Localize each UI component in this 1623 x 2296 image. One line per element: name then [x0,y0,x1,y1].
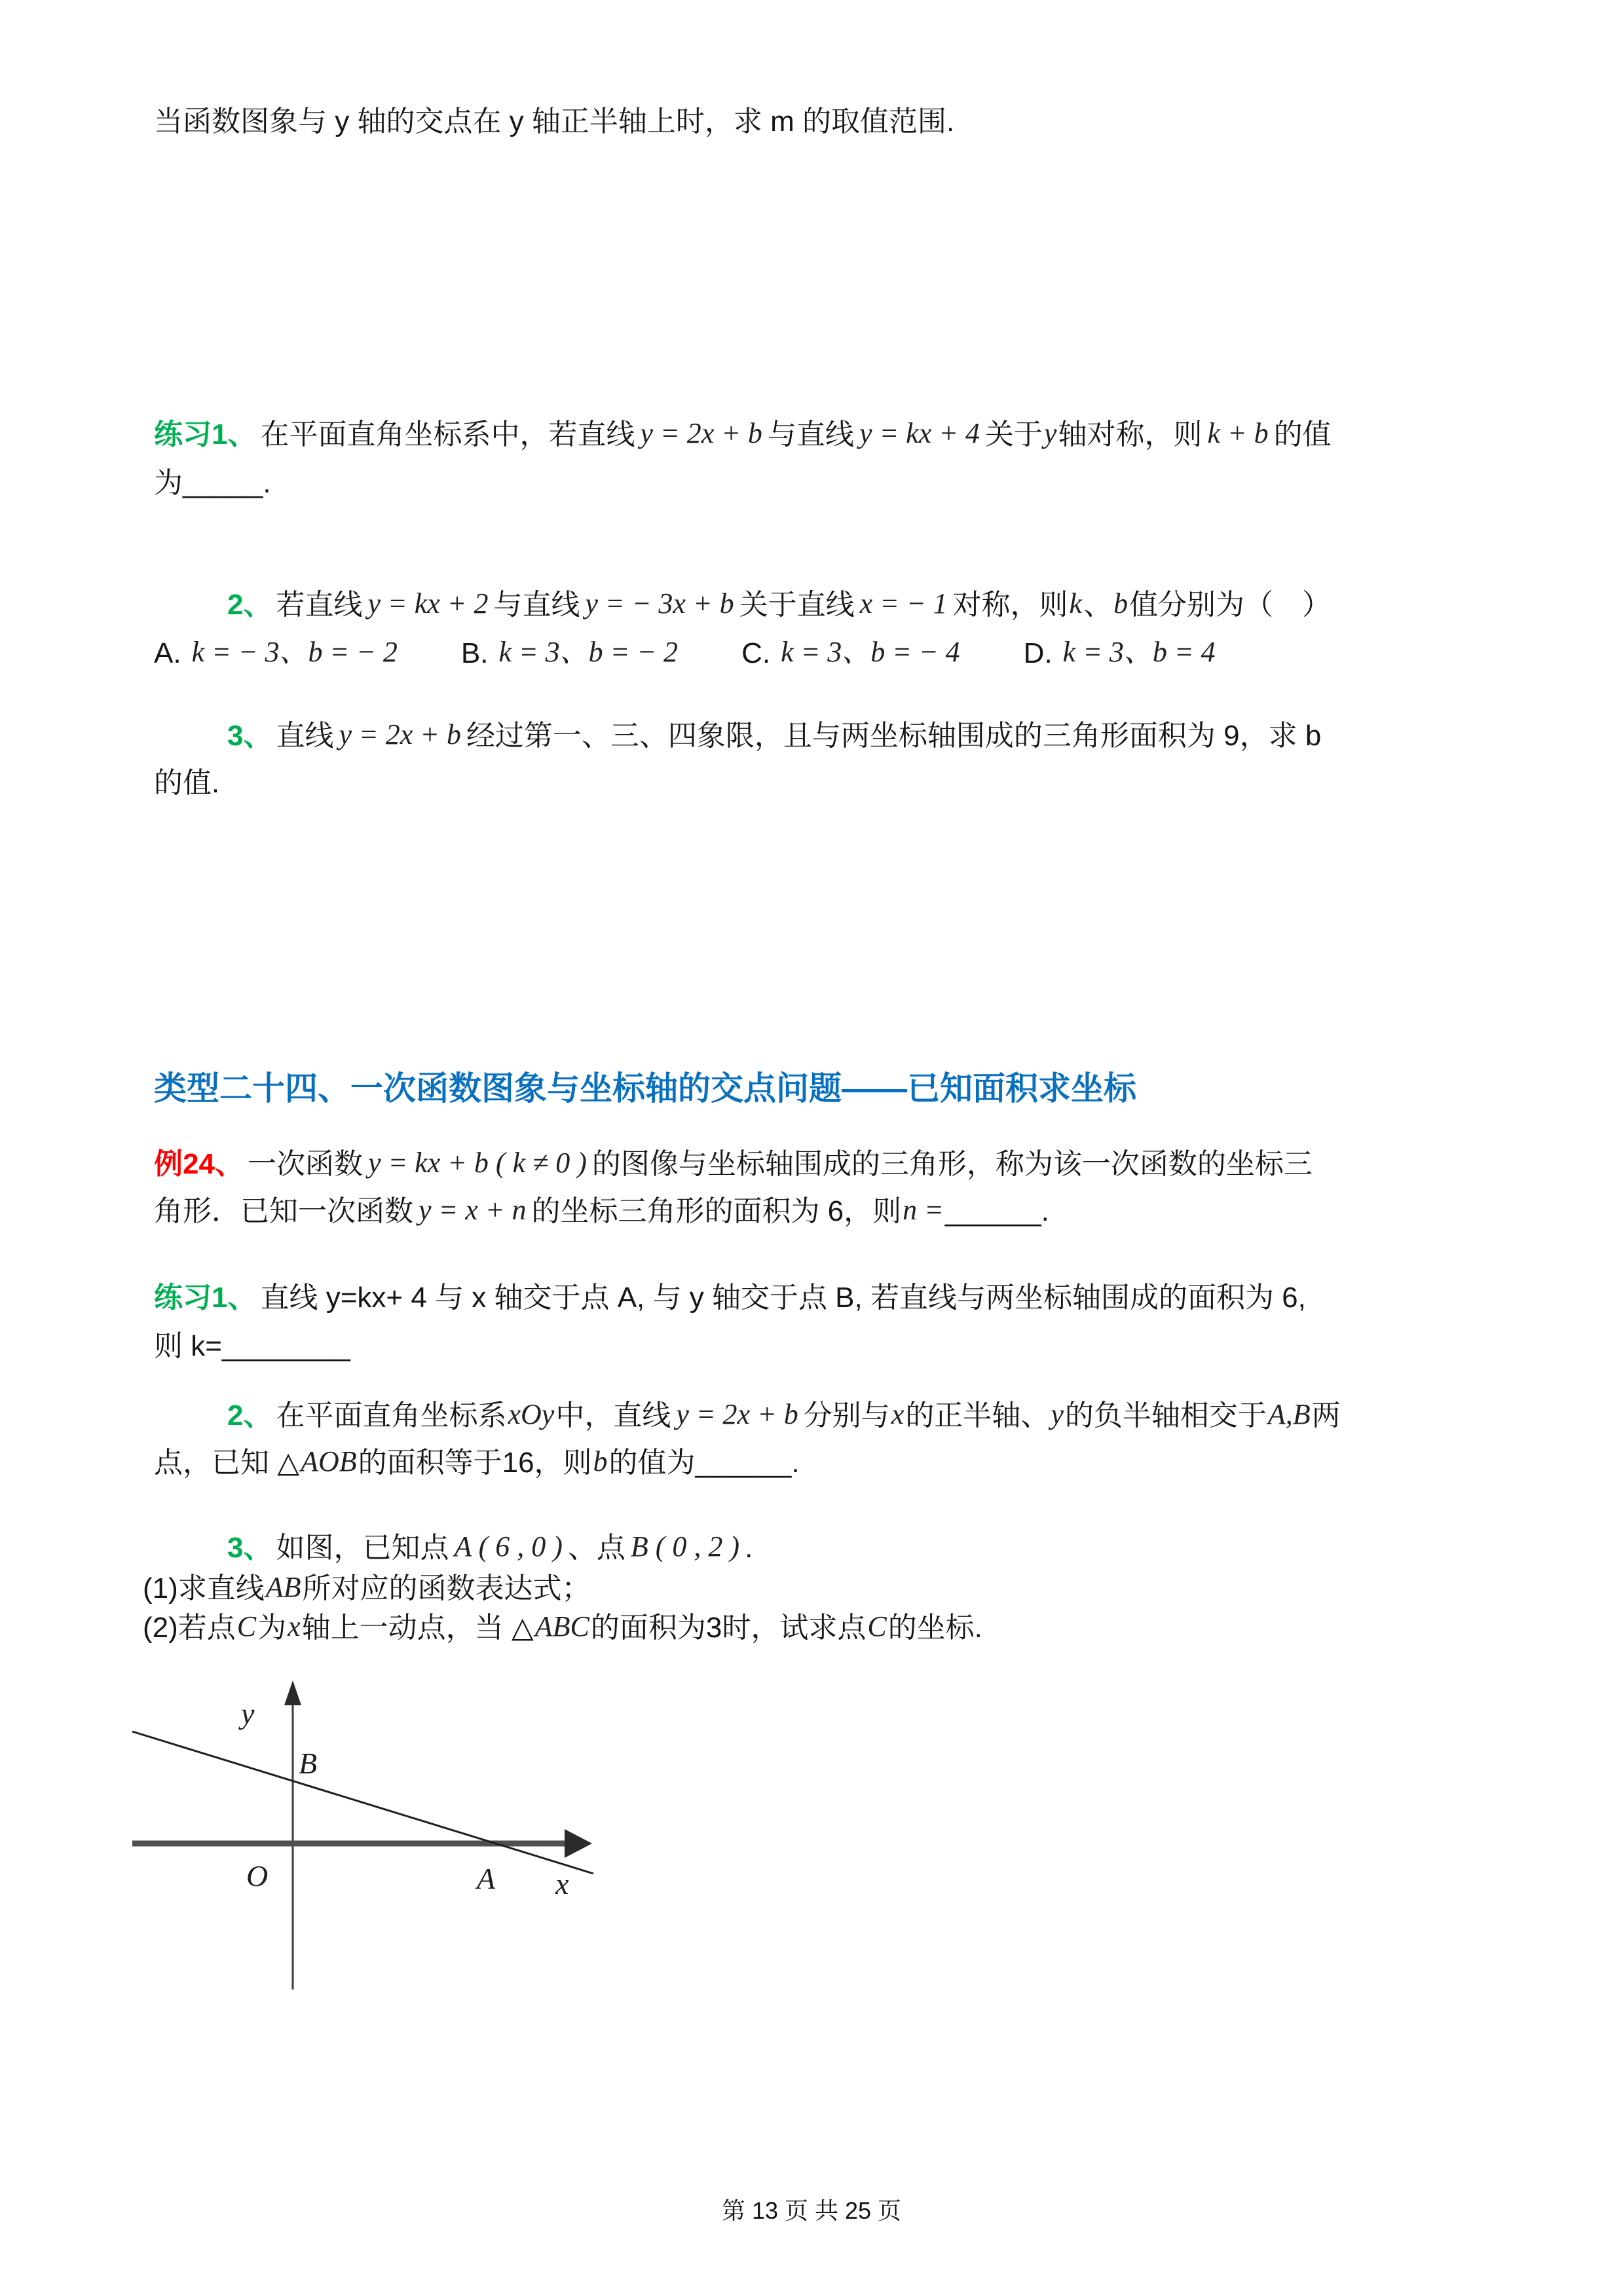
text-run: . [745,1532,753,1564]
text-run: 轴对称，则 [1058,418,1203,451]
text-run: 一次函数 [247,1148,363,1180]
prev-q3-line1 [227,719,1321,754]
q3-sub2 [143,1611,982,1646]
coordinate-figure [131,1676,668,2011]
option-b-label: B. [460,637,489,669]
prev-practice1-line1 [154,418,1332,453]
math-run: AB [265,1571,301,1603]
label-origin: O [246,1859,269,1893]
text-run: 两 [1311,1399,1341,1432]
option-c [741,637,961,671]
intro-text: 当函数图象与 y 轴的交点在 y 轴正半轴上时，求 m 的取值范围. [154,105,955,138]
label-point-a: A [477,1862,496,1895]
math-run: y = kx + b ( k ≠ 0 ) [367,1147,587,1179]
text-run: 的坐标. [887,1612,982,1644]
text-run: 的值 [1273,418,1332,451]
text-run: 的值. [154,767,220,799]
math-run: B ( 0 , 2 ) [630,1530,740,1563]
label-point-b: B [299,1747,318,1780]
math-run: y = 2x + b [676,1398,798,1430]
prev-q2-options [154,637,1217,671]
text-run: 关于 [984,418,1043,451]
line-ab [132,1731,593,1874]
option-b-formula: k = 3、b = − 2 [498,636,679,668]
q3-line1 [227,1531,753,1566]
option-a-formula: k = − 3、b = − 2 [191,636,398,668]
math-run: y = 2x + b [640,417,762,449]
example24-line1 [154,1147,1313,1182]
text-run: 分别与 [803,1399,890,1432]
prev-q2-label: 2、 [227,589,272,621]
text-run: 在平面直角坐标系 [276,1399,507,1432]
math-run: y [1051,1398,1064,1430]
coordinate-figure-svg [131,1676,668,2004]
math-run: b [1113,587,1129,620]
text-run: 的正半轴、 [905,1399,1050,1432]
text-run: 点，已知 △ [154,1447,300,1479]
text-run: 若直线 [276,589,363,621]
text-run: 中，直线 [555,1399,671,1432]
q3-sub1 [143,1572,591,1606]
math-run: b [593,1445,608,1477]
math-run: x [288,1610,301,1642]
text-run: 与直线 [493,589,580,621]
text-run: 直线 [276,720,334,752]
math-run: y = − 3x + b [585,587,734,620]
option-c-label: C. [741,637,771,669]
option-c-formula: k = 3、b = − 4 [781,636,960,668]
text-run: 、点 [567,1532,625,1564]
option-a-label: A. [154,637,181,669]
math-run: k [1069,587,1083,620]
text-run: 角形．已知一次函数 [154,1195,413,1227]
example24-label: 例24、 [154,1148,244,1180]
text-run: 经过第一、三、四象限，且与两坐标轴围成的三角形面积为 9，求 b [466,720,1322,752]
math-run: C [867,1610,887,1642]
text-run: 在平面直角坐标系中，若直线 [260,418,635,451]
example24-line2 [154,1194,1049,1229]
blank-answer: ______. [944,1195,1049,1227]
text-run: 关于直线 [739,589,855,621]
blank-answer: 的值为______. [608,1447,800,1479]
option-d [1024,637,1217,671]
text-run: 如图，已知点 [276,1532,449,1564]
math-run: y = x + n [419,1194,527,1226]
text-run: 直线 y=kx+ 4 与 x 轴交于点 A, 与 y 轴交于点 B, 若直线与两坐标轴围成的面积为 6, [260,1282,1306,1314]
math-run: y = kx + 4 [859,417,980,449]
text-run: 值分别为（ ） [1129,589,1332,621]
prev-q2-line1 [227,588,1331,623]
section-heading-text: 类型二十四、一次函数图象与坐标轴的交点问题——已知面积求坐标 [154,1070,1136,1107]
text-run: 的图像与坐标轴围成的三角形，称为该一次函数的坐标三 [591,1148,1313,1180]
text-run: 的面积等于16，则 [358,1447,592,1479]
prev-practice1-label: 练习1、 [154,418,257,451]
text-run: 对称，则 [952,589,1068,621]
label-x-axis: x [555,1867,569,1900]
option-d-formula: k = 3、b = 4 [1062,636,1216,668]
x-axis-arrow-icon [565,1829,592,1858]
text-run: 的坐标三角形的面积为 6，则 [531,1195,902,1227]
text-run: (2)若点 [143,1612,236,1644]
math-run: y = 2x + b [339,718,461,750]
practice1-line1 [154,1281,1306,1316]
blank-answer: 为_____. [154,467,271,499]
text-run: 的面积为3时，试求点 [590,1612,867,1644]
prev-q3-label: 3、 [227,720,272,752]
prev-practice1-line2 [154,466,271,501]
text-run: 所对应的函数表达式； [302,1572,591,1604]
y-axis-arrow-icon [284,1680,301,1705]
text-run: 与直线 [767,418,854,451]
math-run: C [236,1610,257,1642]
practice1-line2 [154,1329,350,1364]
section-heading [154,1069,1136,1108]
q3-label: 3、 [227,1532,272,1564]
math-run: x [891,1398,905,1430]
text-run: (1)求直线 [143,1572,265,1604]
text-run: 的负半轴相交于 [1064,1399,1267,1432]
option-b [461,637,679,671]
option-a [154,637,399,671]
math-run: AOB [301,1445,357,1477]
intro-line [154,105,954,139]
math-run: xOy [508,1398,555,1430]
math-run: A ( 6 , 0 ) [454,1530,563,1563]
text-run: 为 [257,1612,287,1644]
math-run: y = kx + 2 [367,587,489,620]
prev-q3-line2 [154,766,219,801]
q2-line1 [227,1399,1341,1434]
text-run: 、 [1083,589,1113,621]
blank-answer: 则 k=________ [154,1330,350,1362]
label-y-axis: y [241,1697,255,1730]
q2-line2 [154,1446,800,1481]
q2-label: 2、 [227,1399,272,1432]
practice1-label: 练习1、 [154,1282,257,1314]
math-run: A,B [1267,1398,1311,1430]
math-run: n = [903,1194,944,1226]
math-run: y [1043,417,1057,449]
math-run: ABC [534,1610,589,1642]
option-d-label: D. [1023,637,1053,669]
math-run: k + b [1207,417,1269,449]
math-run: x = − 1 [859,587,948,620]
text-run: 轴上一动点，当 △ [301,1612,534,1644]
page-footer [0,2193,1623,2226]
page-number-text: 第 13 页 共 25 页 [721,2197,902,2224]
